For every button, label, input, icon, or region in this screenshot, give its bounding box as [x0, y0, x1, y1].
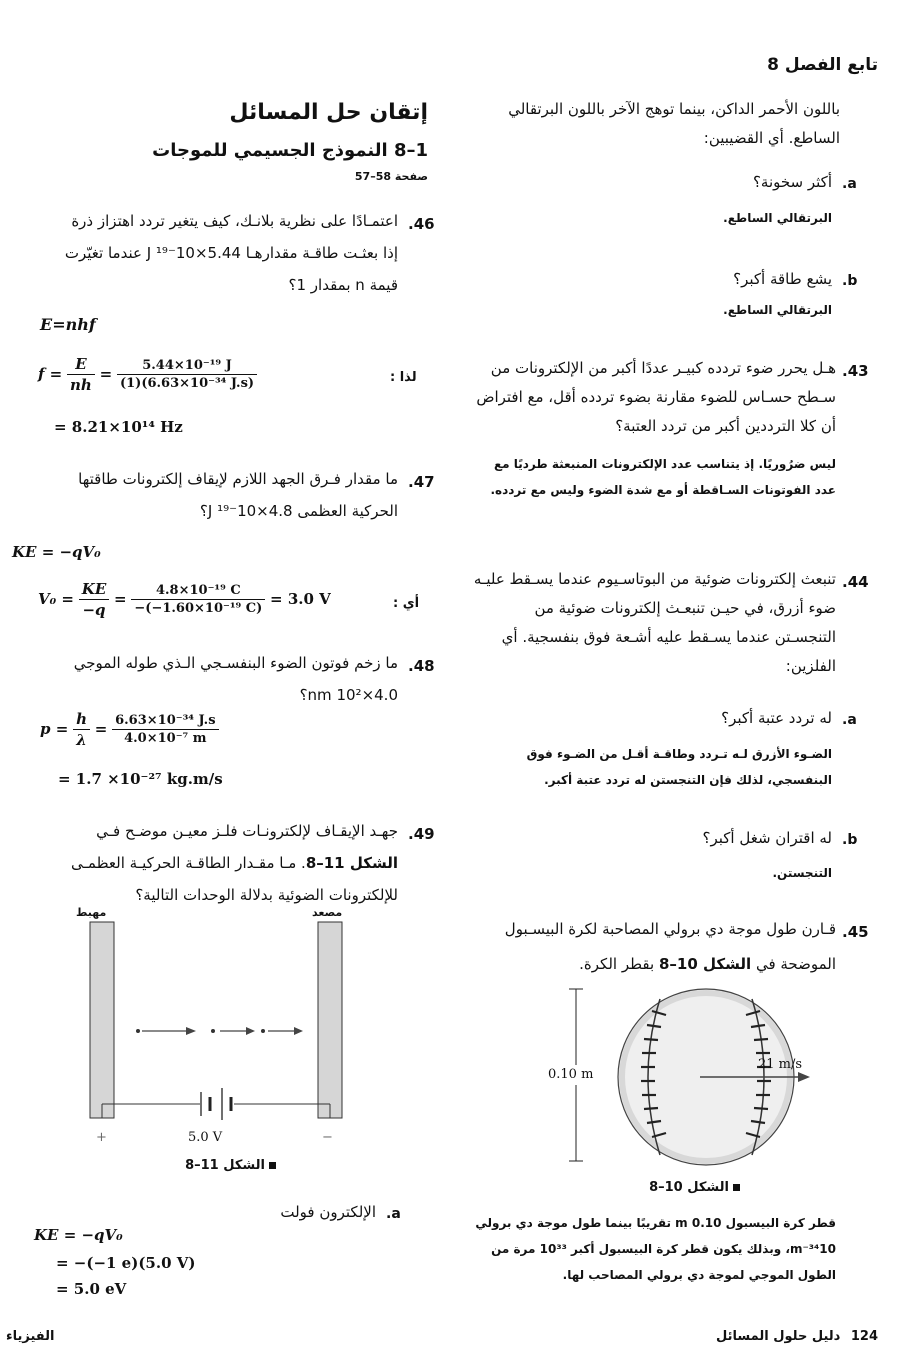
figure-reference: الشكل 11–8: [305, 854, 398, 872]
item-question: يشع طاقة أكبر؟: [733, 270, 832, 288]
question-text: ما زخم فوتون الضوء البنفسـجي الـذي طوله الموجي: [73, 654, 398, 672]
chapter-header: تابع الفصل 8: [767, 55, 878, 75]
item-answer: التنجستن.: [772, 866, 832, 880]
answer-text: ليس ضرُوريًا. إذ يتناسب عدد الإلكترونات المنبعثة طرديًا مع عدد الفوتونات السـاقطة أو مع شدة الضوء وليس مع تردده.: [490, 457, 836, 497]
item-letter: .a: [842, 712, 857, 728]
equation-result: = 1.7 ×10⁻²⁷ kg.m/s: [58, 770, 223, 788]
item-answer: الضـوء الأزرق لـه تـردد وطاقـة أقـل من الضـوء فوق البنفسجي، لذلك فإن التنجستن له تردد عتبة أكبر.: [526, 747, 832, 787]
item-question: له اقتران شغل أكبر؟: [702, 829, 832, 847]
question-text: اعتمـادًا على نظرية بلانـك، كيف يتغير تردد اهتزاز ذرة: [71, 212, 398, 230]
question-number: .44: [842, 573, 869, 591]
item-answer: البرتقالي الساطع.: [723, 211, 832, 225]
figure-reference: الشكل 10–8: [658, 955, 752, 973]
question-text: 4.0×10² nm؟: [299, 686, 398, 704]
question-text: الحركية العظمى 4.8×10⁻¹⁹ J؟: [199, 502, 398, 520]
cathode-plate: [90, 922, 114, 1118]
equation-result: = 8.21×10¹⁴ Hz: [54, 418, 183, 436]
question-text: قـارن طول موجة دي برولي المصاحبة لكرة البيسـبول: [504, 920, 836, 938]
section-subtitle: 1–8 النموذج الجسيمي للموجات: [152, 140, 428, 161]
item-letter: .a: [842, 176, 857, 192]
anode-plate: [318, 922, 342, 1118]
question-number: .47: [408, 473, 435, 491]
plus-sign: +: [96, 1130, 107, 1145]
question-text: جهـد الإيقـاف لإلكترونـات فلـز معيـن موضـح فـي: [96, 822, 398, 840]
page-number: 124: [850, 1329, 878, 1344]
anode-label: مصعد: [312, 906, 343, 919]
caption-square-icon: [733, 1184, 740, 1191]
equation: KE = −qV₀: [34, 1226, 123, 1244]
equation-row: V₀ = $\frac{KE}{-q}$ = $\frac{\text{4.8×10⁻¹⁹ C}}{\text{−(−1.60×10⁻¹⁹ C)}}$ = 3.0 V: [38, 580, 331, 619]
item-question: له تردد عتبة أكبر؟: [721, 709, 832, 727]
answer-text: قطر كرة البيسبول m 0.10 تقريبًا بينما طول موجة دي برولي m⁻³⁴10، وبذلك يكون قطر كرة البيسبول أكبر 10³³ مرة من الطول الموجي لموجة دي برولي المصاحب لها.: [475, 1216, 836, 1282]
figure-caption: الشكل 11–8: [140, 1158, 276, 1173]
equation: KE = −qV₀: [12, 543, 101, 561]
item-letter: .b: [842, 273, 858, 289]
equation-row: p = $\frac{h}{\lambda}$ = $\frac{\text{6.63×10⁻³⁴ J.s}}{\text{4.0×10⁻⁷ m}}$: [40, 710, 219, 749]
item-answer: البرتقالي الساطع.: [723, 303, 832, 317]
intro-text: باللون الأحمر الداكن، بينما توهج الآخر باللون البرتقالي الساطع. أي القضيبين:: [508, 100, 840, 147]
voltage-label: 5.0 V: [188, 1130, 223, 1145]
caption-square-icon: [269, 1162, 276, 1169]
page-footer: [716, 1329, 878, 1344]
diameter-label: 0.10 m: [548, 1067, 594, 1082]
item-letter: .a: [386, 1206, 401, 1222]
question-text: الشكل 11–8. مـا مقـدار الطاقـة الحركيـة العظمـى: [71, 854, 398, 872]
speed-label: 21 m/s: [758, 1057, 803, 1072]
equation: = −(−1 e)(5.0 V): [56, 1254, 196, 1272]
cathode-label: مهبط: [76, 906, 107, 919]
question-number: .43: [842, 362, 869, 380]
electron-arrows: [136, 1027, 303, 1035]
question-number: .46: [408, 215, 435, 233]
equation-label: أي :: [393, 596, 420, 611]
figure-caption: الشكل 10–8: [600, 1180, 740, 1195]
page-range: صفحة 58–57: [354, 170, 428, 183]
question-text: إذا بعثـت طاقـة مقدارهـا 5.44×10⁻¹⁹ J عندما تغيّرت: [64, 244, 398, 262]
battery-icon: [201, 1088, 231, 1120]
item-letter: .b: [842, 832, 858, 848]
equation: E=nhf: [40, 315, 96, 334]
question-text: تنبعث إلكترونات ضوئية من البوتاسـيوم عندما يسـقط عليـه ضوء أزرق، في حيـن تنبعـث إلكترونات ضوئية من التنجسـتن عندما يسـقط عليه أشـعة فوق بنفسجية. أي الفلزين:: [473, 570, 836, 675]
equation-result: = 5.0 eV: [56, 1280, 127, 1298]
subject-label: الفيزياء: [6, 1329, 55, 1344]
photoelectric-figure: [80, 918, 360, 1148]
equation-row: f = $\frac{E}{nh}$ = $\frac{\text{5.44×10⁻¹⁹ J}}{\text{(1)(6.63×10⁻³⁴ J.s)}}$: [38, 355, 257, 394]
item-question: أكثر سخونة؟: [752, 173, 832, 191]
item-question: الإلكترون فولت: [280, 1203, 376, 1221]
guide-title: دليل حلول المسائل: [716, 1329, 841, 1344]
minus-sign: −: [322, 1130, 333, 1145]
question-text: الموضحة في الشكل 10–8 بقطر الكرة.: [579, 955, 836, 973]
question-text: للإلكترونات الضوئية بدلالة الوحدات التالية؟: [135, 886, 398, 904]
question-text: ما مقدار فـرق الجهد اللازم لإيقاف إلكترونات طاقتها: [78, 470, 398, 488]
question-number: .45: [842, 923, 869, 941]
section-title: إتقان حل المسائل: [229, 100, 428, 125]
question-text: هـل يحرر ضوء تردده كبيـر عددًا أكبر من الإلكترونات من سـطح حسـاس للضوء مقارنة بضوء تردده أقل، مع افتراض أن كلا الترددين أكبر من تردد العتبة؟: [476, 359, 836, 435]
question-text: قيمة n بمقدار 1؟: [288, 276, 398, 294]
equation-label: لذا :: [390, 370, 417, 385]
question-number: .49: [408, 825, 435, 843]
question-number: .48: [408, 657, 435, 675]
